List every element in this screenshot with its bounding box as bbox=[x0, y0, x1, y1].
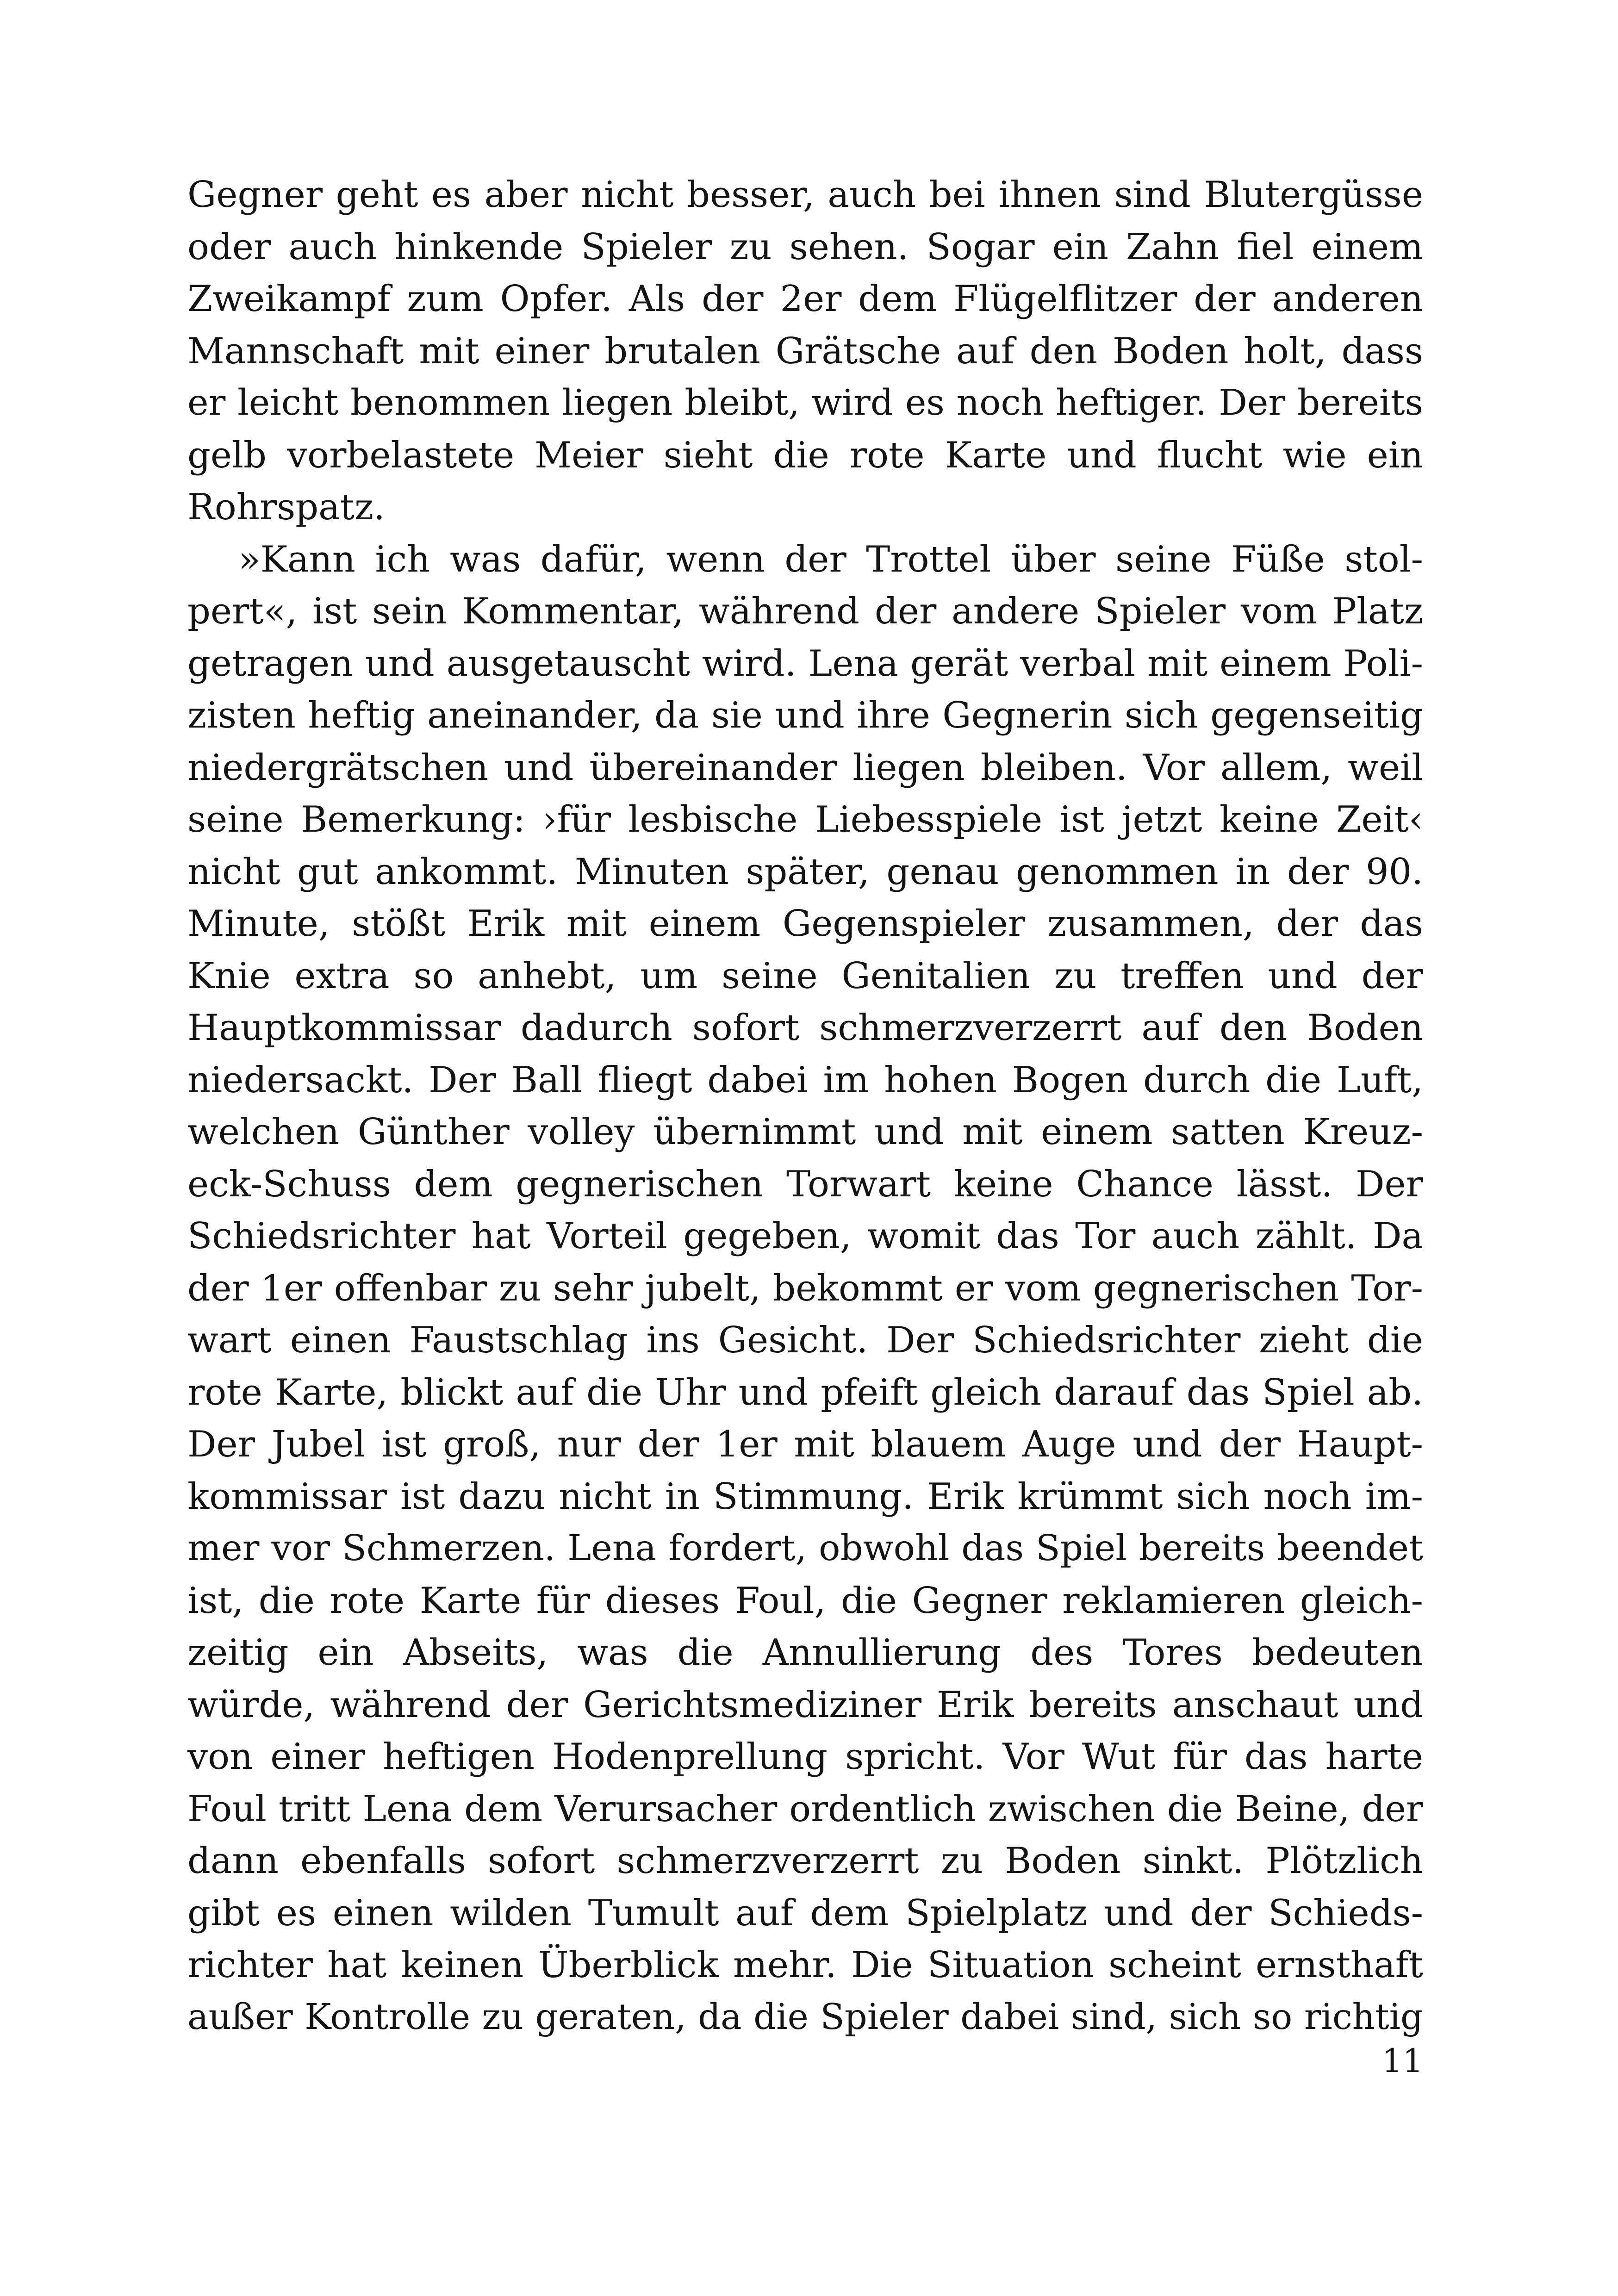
text-line: außer Kontrolle zu geraten, da die Spieler dabei sind, sich so richtig bbox=[187, 1996, 1423, 2038]
text-line: dann ebenfalls sofort schmerzverzerrt zu Boden sinkt. Plötzlich bbox=[187, 1840, 1423, 1882]
text-line: getragen und ausgetauscht wird. Lena gerät verbal mit einem Poli- bbox=[187, 642, 1423, 684]
text-line: nicht gut ankommt. Minuten später, genau genommen in der 90. bbox=[187, 851, 1423, 893]
text-line: zisten heftig aneinander, da sie und ihre Gegnerin sich gegenseitig bbox=[187, 695, 1423, 736]
text-line: Der Jubel ist groß, nur der 1er mit blauem Auge und der Haupt- bbox=[187, 1424, 1423, 1465]
text-line: richter hat keinen Überblick mehr. Die Situation scheint ernsthaft bbox=[187, 1944, 1423, 1986]
text-line: Rohrspatz. bbox=[187, 486, 385, 528]
text-line: Minute, stößt Erik mit einem Gegenspieler zusammen, der das bbox=[187, 903, 1423, 945]
text-line: der 1er offenbar zu sehr jubelt, bekommt er vom gegnerischen Tor- bbox=[187, 1267, 1423, 1309]
text-line: Hauptkommissar dadurch sofort schmerzverzerrt auf den Boden bbox=[187, 1007, 1423, 1049]
text-line: ist, die rote Karte für dieses Foul, die Gegner reklamieren gleich- bbox=[187, 1580, 1423, 1622]
text-line: Gegner geht es aber nicht besser, auch bei ihnen sind Blutergüsse bbox=[187, 174, 1423, 216]
text-line: seine Bemerkung: ›für lesbische Liebesspiele ist jetzt keine Zeit‹ bbox=[187, 799, 1423, 840]
text-line: von einer heftigen Hodenprellung spricht. Vor Wut für das harte bbox=[187, 1736, 1423, 1778]
text-line: Foul tritt Lena dem Verursacher ordentlich zwischen die Beine, der bbox=[187, 1788, 1423, 1830]
text-line: »Kann ich was dafür, wenn der Trottel über seine Füße stol- bbox=[238, 538, 1423, 580]
text-line: Knie extra so anhebt, um seine Genitalien zu treffen und der bbox=[187, 955, 1423, 997]
text-line: niedersackt. Der Ball fliegt dabei im hohen Bogen durch die Luft, bbox=[187, 1059, 1423, 1101]
text-line: pert«, ist sein Kommentar, während der andere Spieler vom Platz bbox=[187, 591, 1423, 632]
body-text bbox=[187, 169, 1423, 2043]
text-line: gibt es einen wilden Tumult auf dem Spielplatz und der Schieds- bbox=[187, 1892, 1423, 1934]
text-line: er leicht benommen liegen bleibt, wird es noch heftiger. Der bereits bbox=[187, 382, 1423, 423]
text-line: eck-Schuss dem gegnerischen Torwart keine Chance lässt. Der bbox=[187, 1163, 1423, 1205]
text-line: Schiedsrichter hat Vorteil gegeben, womit das Tor auch zählt. Da bbox=[187, 1215, 1423, 1257]
text-line: welchen Günther volley übernimmt und mit einem satten Kreuz- bbox=[187, 1111, 1423, 1153]
text-line: mer vor Schmerzen. Lena fordert, obwohl das Spiel bereits beendet bbox=[187, 1528, 1423, 1569]
text-line: rote Karte, blickt auf die Uhr und pfeift gleich darauf das Spiel ab. bbox=[187, 1371, 1423, 1413]
text-line: wart einen Faustschlag ins Gesicht. Der Schiedsrichter zieht die bbox=[187, 1319, 1423, 1361]
text-line: kommissar ist dazu nicht in Stimmung. Erik krümmt sich noch im- bbox=[187, 1475, 1423, 1518]
text-line: niedergrätschen und übereinander liegen bleiben. Vor allem, weil bbox=[187, 747, 1423, 789]
text-line: zeitig ein Abseits, was die Annullierung des Tores bedeuten bbox=[187, 1632, 1423, 1674]
text-line: gelb vorbelastete Meier sieht die rote Karte und flucht wie ein bbox=[187, 434, 1423, 476]
text-line: Mannschaft mit einer brutalen Grätsche auf den Boden holt, dass bbox=[187, 330, 1423, 372]
text-line: Zweikampf zum Opfer. Als der 2er dem Flügelflitzer der anderen bbox=[187, 278, 1423, 320]
text-line: oder auch hinkende Spieler zu sehen. Sogar ein Zahn fiel einem bbox=[187, 226, 1423, 268]
text-line: würde, während der Gerichtsmediziner Erik bereits anschaut und bbox=[187, 1684, 1423, 1726]
page-number: 11 bbox=[1382, 2042, 1423, 2080]
